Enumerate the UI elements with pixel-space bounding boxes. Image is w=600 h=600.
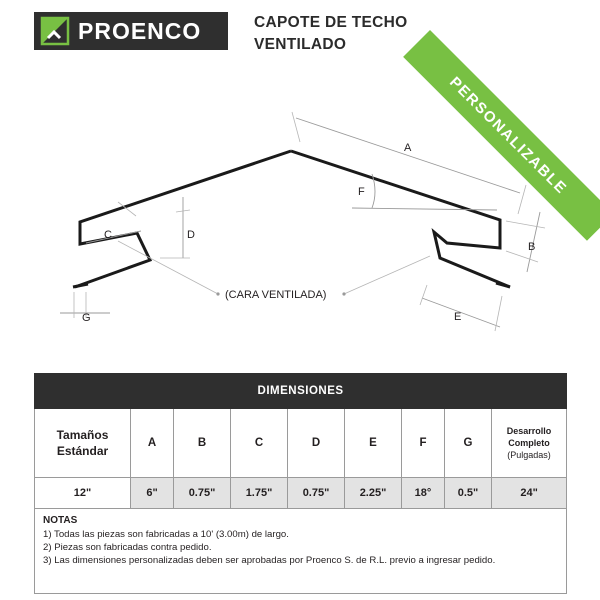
header-A: A [131,409,174,478]
title-line-2: VENTILADO [254,36,347,53]
value-G: 0.5" [445,478,492,509]
value-B: 0.75" [174,478,231,509]
header-C: C [231,409,288,478]
table-heading: DIMENSIONES [35,374,567,409]
notes-title: NOTAS [43,515,78,526]
header-total: Desarrollo Completo (Pulgadas) [492,409,567,478]
value-total: 24" [492,478,567,509]
header-G: G [445,409,492,478]
label-D: D [187,229,195,241]
table-header-row [35,409,567,478]
label-C: C [104,229,112,241]
notes-section [35,509,567,594]
dimensions-table [34,373,567,594]
label-E: E [454,311,462,323]
header-sizes: Tamaños Estándar [35,409,131,478]
header-F: F [402,409,445,478]
header-E: E [345,409,402,478]
profile-right [291,151,510,287]
value-E: 2.25" [345,478,402,509]
label-G: G [82,312,91,324]
note-3: 3) Las dimensiones personalizadas deben ser aprobadas por Proenco S. de R.L. previo a ingresar pedido. [43,555,496,566]
banner-text: PERSONALIZABLE [446,73,571,198]
value-A: 6" [131,478,174,509]
value-D: 0.75" [288,478,345,509]
label-F: F [358,186,365,198]
header-D: D [288,409,345,478]
value-C: 1.75" [231,478,288,509]
logo-text: PROENCO [78,17,202,44]
title-line-1: CAPOTE DE TECHO [254,14,408,31]
note-2: 2) Piezas son fabricadas contra pedido. [43,542,212,553]
note-1: 1) Todas las piezas son fabricadas a 10' (3.00m) de largo. [43,529,289,540]
label-B: B [528,241,536,253]
header-B: B [174,409,231,478]
table-row [35,478,567,509]
value-F: 18° [402,478,445,509]
ventilated-face-caption: (CARA VENTILADA) [225,289,327,301]
label-A: A [404,142,412,154]
value-size: 12" [35,478,131,509]
